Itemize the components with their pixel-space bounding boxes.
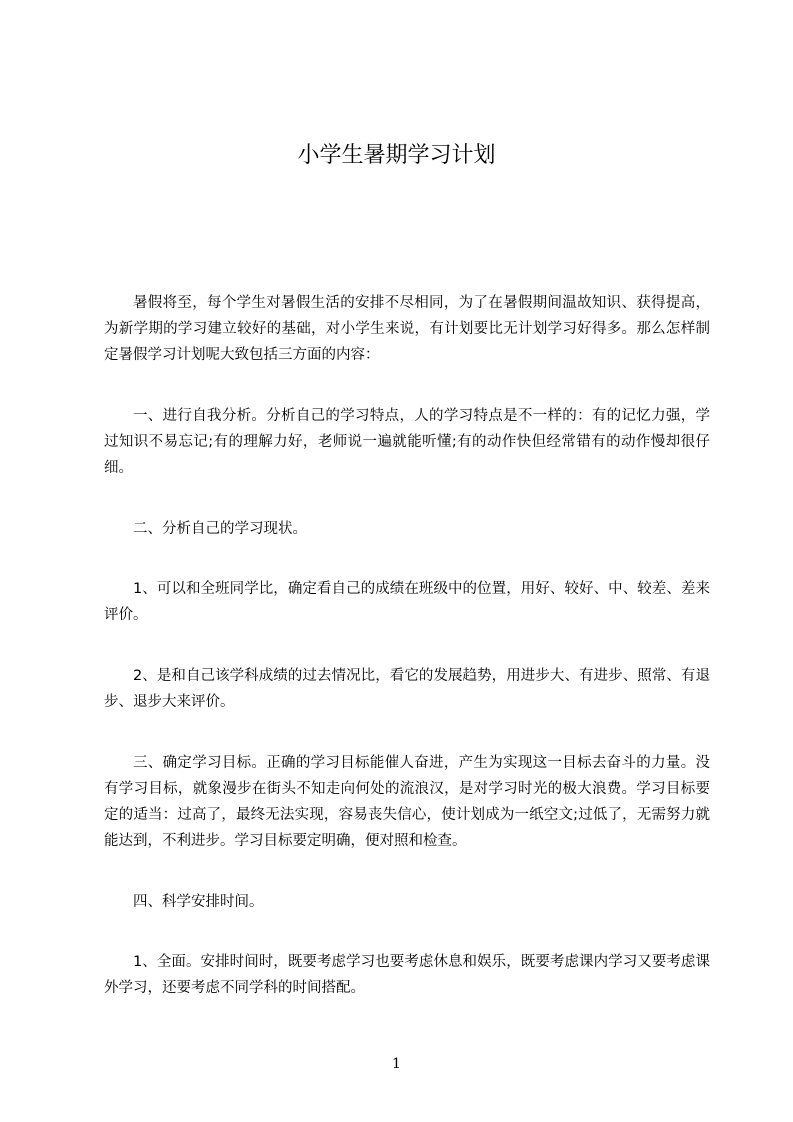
document-body xyxy=(104,290,710,1036)
paragraph-intro: 暑假将至，每个学生对暑假生活的安排不尽相同，为了在暑假期间温故知识、获得提高，为新学期的学习建立较好的基础，对小学生来说，有计划要比无计划学习好得多。那么怎样制定暑假学习计划呢大致包括三方面的内容： xyxy=(104,295,710,363)
page-number: 1 xyxy=(392,1056,401,1072)
paragraph-self-analysis: 一、进行自我分析。分析自己的学习特点，人的学习特点是不一样的：有的记忆力强，学过知识不易忘记;有的理解力好，老师说一遍就能听懂;有的动作快但经常错有的动作慢却很仔细。 xyxy=(104,408,710,476)
paragraph-learning-goals: 三、确定学习目标。正确的学习目标能催人奋进，产生为实现这一目标去奋斗的力量。没有学习目标，就象漫步在街头不知走向何处的流浪汉，是对学习时光的极大浪费。学习目标要定的适当：过高了，最终无法实现，容易丧失信心，使计划成为一纸空文;过低了，无需努力就能达到，不利进步。学习目标要定明确，便对照和检查。 xyxy=(104,755,710,849)
document-title: 小学生暑期学习计划 xyxy=(297,143,496,168)
paragraph-heading-time-schedule: 四、科学安排时间。 xyxy=(133,894,264,910)
paragraph-heading-current-status: 二、分析自己的学习现状。 xyxy=(133,521,307,537)
paragraph-compare-past: 2、是和自己该学科成绩的过去情况比，看它的发展趋势，用进步大、有进步、照常、有退步、退步大来评价。 xyxy=(104,668,710,710)
paragraph-comprehensive: 1、全面。安排时间时，既要考虑学习也要考虑休息和娱乐，既要考虑课内学习又要考虑课外学习，还要考虑不同学科的时间搭配。 xyxy=(104,954,710,996)
paragraph-compare-classmates: 1、可以和全班同学比，确定看自己的成绩在班级中的位置，用好、较好、中、较差、差来评价。 xyxy=(104,581,710,623)
